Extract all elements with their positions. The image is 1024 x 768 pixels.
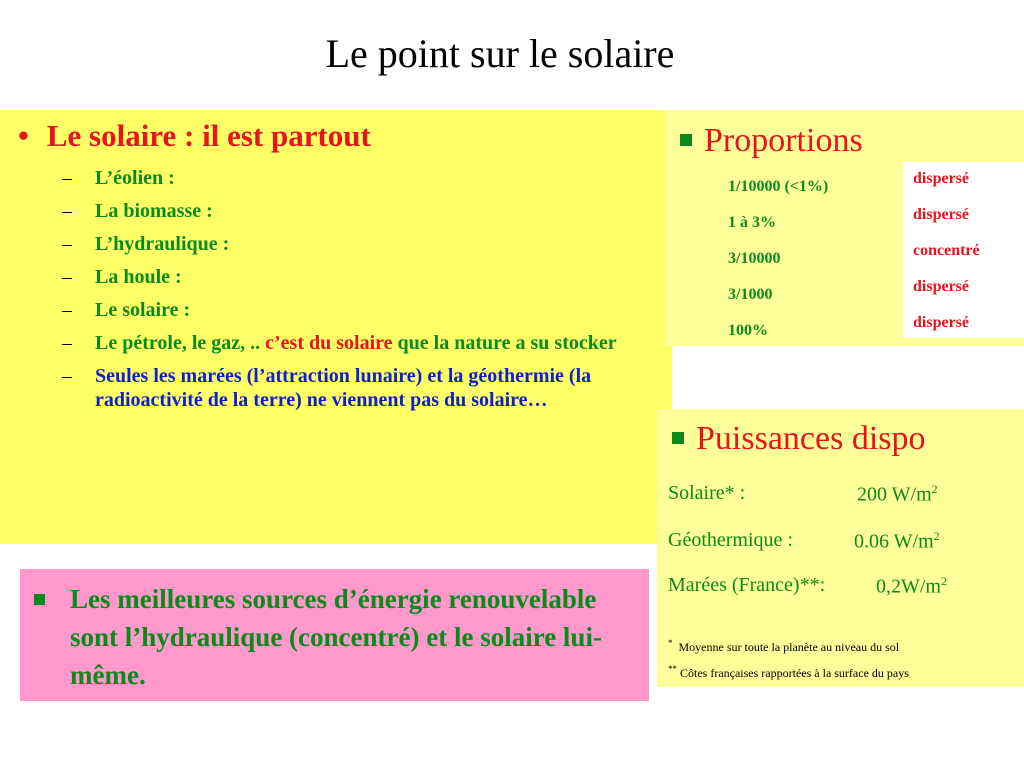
proportion-value: 100% — [728, 322, 768, 339]
dash-icon: – — [62, 299, 72, 321]
power-value-number: 0.06 W/m — [854, 530, 934, 553]
power-value — [876, 574, 947, 599]
proportions-heading-text: Proportions — [704, 122, 863, 159]
bullet-dot-icon: • — [18, 118, 29, 153]
power-value-exp: 2 — [941, 574, 947, 588]
main-heading — [18, 118, 371, 154]
energy-sources-list — [62, 166, 647, 421]
dash-icon: – — [62, 365, 72, 387]
power-value-exp: 2 — [933, 529, 940, 543]
power-heading-text: Puissances dispo — [696, 420, 926, 457]
proportion-value: 3/1000 — [728, 286, 773, 303]
list-item — [62, 265, 647, 289]
square-bullet-icon — [34, 594, 45, 605]
distribution-value: dispersé — [913, 278, 969, 295]
square-bullet-icon — [672, 432, 684, 444]
power-value — [857, 482, 938, 507]
dash-icon: – — [62, 266, 72, 288]
dash-icon: – — [62, 167, 72, 189]
distribution-values — [913, 170, 980, 350]
power-label: Géothermique : — [668, 529, 793, 551]
conclusion-text — [70, 580, 630, 694]
petrole-text-5: que la nature a su stocker — [392, 332, 617, 354]
power-value — [854, 529, 940, 554]
distribution-value: dispersé — [913, 206, 969, 223]
list-item-marees — [62, 364, 647, 412]
conclusion-part-2: et le solaire lui-même. — [70, 622, 602, 690]
footnote — [668, 638, 899, 655]
footnote-mark: ** — [668, 664, 677, 674]
list-item-text: L’éolien : — [95, 167, 175, 189]
proportions-values — [728, 178, 828, 358]
power-value-number: 200 W/m — [857, 483, 932, 506]
list-item-petrole — [62, 331, 647, 355]
distribution-value: dispersé — [913, 170, 969, 187]
power-label: Solaire* : — [668, 482, 746, 504]
footnote-text: Côtes françaises rapportées à la surface du pays — [680, 666, 909, 680]
footnote — [668, 664, 909, 681]
list-item-text: L’hydraulique : — [95, 233, 230, 255]
petrole-text-4: solaire — [336, 332, 393, 354]
dash-icon: – — [62, 233, 72, 255]
list-item — [62, 232, 647, 256]
conclusion-part-1: Les meilleures sources d’énergie renouvelable sont l’hydraulique (concentré) — [70, 584, 597, 652]
petrole-text-2: c’est — [265, 332, 304, 354]
main-heading-text: Le solaire : il est partout — [46, 118, 371, 153]
list-item — [62, 298, 647, 322]
proportions-heading — [680, 122, 863, 160]
proportion-value: 1 à 3% — [728, 214, 776, 231]
proportion-value: 1/10000 (<1%) — [728, 178, 829, 195]
dash-icon: – — [62, 200, 72, 222]
list-item-text: La houle : — [95, 266, 182, 288]
petrole-text-3: du — [304, 332, 337, 354]
footnote-text: Moyenne sur toute la planète au niveau du sol — [678, 640, 900, 654]
distribution-value: concentré — [913, 242, 980, 259]
list-item — [62, 199, 647, 223]
square-bullet-icon — [680, 134, 692, 146]
slide-title: Le point sur le solaire — [325, 31, 675, 76]
petrole-text-1: Le pétrole, le gaz, .. — [95, 332, 266, 354]
dash-icon: – — [62, 332, 72, 354]
proportion-value: 3/10000 — [728, 250, 781, 267]
list-item-text: Le solaire : — [95, 299, 191, 321]
footnote-mark: * — [668, 638, 673, 648]
distribution-value: dispersé — [913, 314, 969, 331]
power-heading — [672, 420, 926, 458]
list-item-text: La biomasse : — [95, 200, 213, 222]
list-item — [62, 166, 647, 190]
power-value-number: 0,2W/m — [876, 575, 941, 598]
marees-text: Seules les marées (l’attraction lunaire) et la géothermie (la radioactivité de la terre) ne viennent pas du solaire… — [95, 365, 592, 411]
power-value-exp: 2 — [931, 482, 938, 496]
power-label: Marées (France)**: — [668, 574, 826, 596]
